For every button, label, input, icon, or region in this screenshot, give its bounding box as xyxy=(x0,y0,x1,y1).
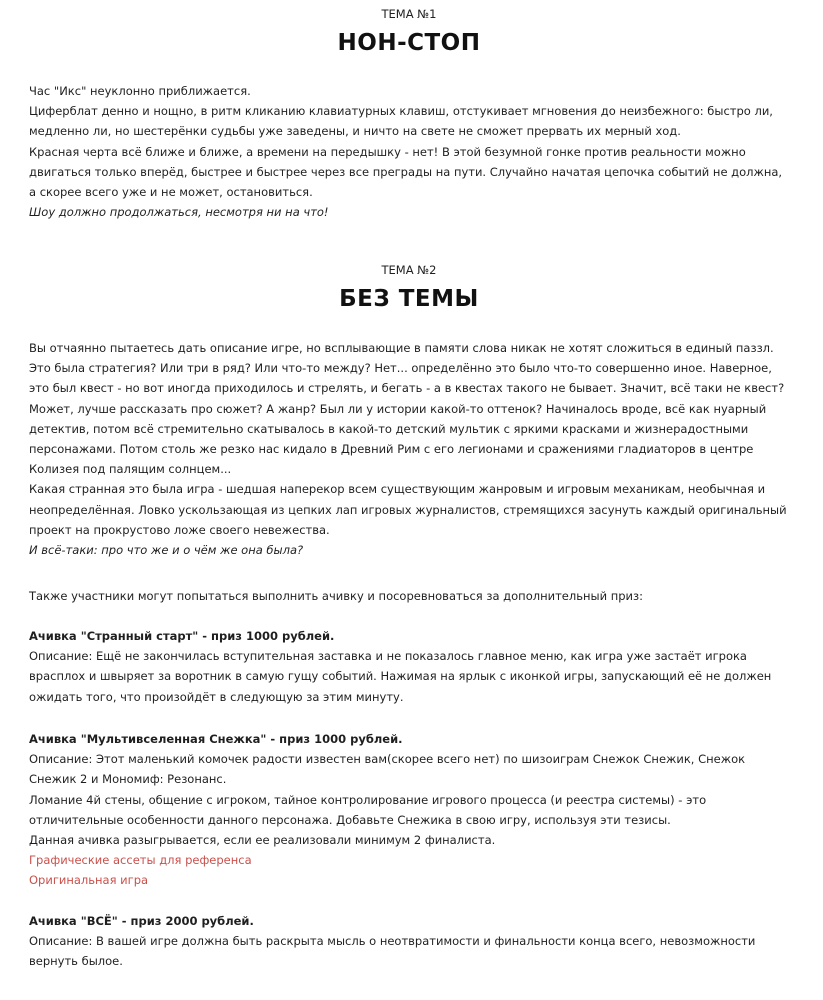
theme-1-title-wrap xyxy=(29,30,789,56)
achievement-snezhok-multiverse xyxy=(29,729,789,891)
theme-1-section xyxy=(29,7,789,21)
original-game-link[interactable]: Оригинальная игра xyxy=(29,873,149,888)
theme-2-label: ТЕМА №2 xyxy=(381,263,437,277)
theme-2-line: Может, лучше рассказать про сюжет? А жанр? Был ли у истории какой-то оттенок? Начиналось вроде, всё как нуарный детектив, потом всё стремительно скатывалось в какой-то детский мультик с яркими красками и жизнерадостными персонажами. Потом столь же резко нас кидало в Древний Рим с его легионами и сражениями гладиаторов в центре Колизея под палящим солнцем... xyxy=(29,401,767,477)
achievements-intro xyxy=(29,586,789,606)
achievement-description: Описание: Этот маленький комочек радости известен вам(скорее всего нет) по шизоиграм Снежок Снежик, Снежок Снежик 2 и Мономиф: Резонанс. xyxy=(29,752,746,787)
achievement-strange-start xyxy=(29,626,789,707)
achievement-title: Ачивка "Мультивселенная Снежка" - приз 1000 рублей. xyxy=(29,732,403,746)
theme-2-line: Какая странная это была игра - шедшая наперекор всем существующим жанровым и игровым механикам, необычная и неопределённая. Ловко ускользающая из цепких лап игровых журналистов, стремящихся засунуть каждый оригинальный проект на прокрустово ложе своего невежества. xyxy=(29,482,787,537)
theme-1-description xyxy=(29,81,789,222)
achievement-everything xyxy=(29,911,789,972)
achievement-title: Ачивка "ВСЁ" - приз 2000 рублей. xyxy=(29,914,254,928)
theme-1-tagline: Шоу должно продолжаться, несмотря ни на что! xyxy=(29,205,329,220)
theme-1-line: Час "Икс" неуклонно приближается. xyxy=(29,84,251,98)
theme-2-line: Вы отчаянно пытаетесь дать описание игре, но всплывающие в памяти слова никак не хотят сложиться в единый паззл. xyxy=(29,341,774,355)
theme-2-title: БЕЗ ТЕМЫ xyxy=(339,286,479,312)
achievement-description: Описание: В вашей игре должна быть раскрыта мысль о неотвратимости и финальности конца всего, невозможности вернуть былое. xyxy=(29,934,756,969)
theme-2-section xyxy=(29,263,789,277)
theme-2-tagline: И всё-таки: про что же и о чём же она была? xyxy=(29,543,304,558)
achievements-intro-text: Также участники могут попытаться выполнить ачивку и посоревноваться за дополнительный приз: xyxy=(29,589,643,603)
graphic-assets-link[interactable]: Графические ассеты для референса xyxy=(29,853,252,868)
theme-1-title: НОН-СТОП xyxy=(337,30,481,56)
achievement-description: Описание: Ещё не закончилась вступительная заставка и не показалось главное меню, как игра уже застаёт игрока врасплох и швыряет за воротник в самую гущу событий. Нажимая на ярлык с иконкой игры, запускающий её не должен ожидать того, что произойдёт в следующую за этим минуту. xyxy=(29,649,772,704)
theme-1-label: ТЕМА №1 xyxy=(381,7,437,21)
theme-1-line: Красная черта всё ближе и ближе, а времени на передышку - нет! В этой безумной гонке против реальности можно двигаться только вперёд, быстрее и быстрее через все преграды на пути. Случайно начатая цепочка событий не должна, а скорее всего уже и не может, остановиться. xyxy=(29,144,783,200)
achievement-condition: Данная ачивка разыгрывается, если ее реализовали минимум 2 финалиста. xyxy=(29,833,496,848)
theme-2-title-wrap xyxy=(29,286,789,312)
achievement-description: Ломание 4й стены, общение с игроком, тайное контролирование игрового процесса (и реестра системы) - это отличительные особенности данного персонажа. Добавьте Снежика в свою игру, используя эти тезисы. xyxy=(29,792,707,827)
theme-2-line: Это была стратегия? Или три в ряд? Или что-то между? Нет... определённо это было что-то совершенно иное. Наверное, это был квест - но вот иногда приходилось и стрелять, и бегать - а в квестах такого не бывает. Значит, всё таки не квест? xyxy=(29,361,785,396)
theme-1-line: Циферблат денно и нощно, в ритм кликанию клавиатурных клавиш, отстукивает мгновения до неизбежного: быстро ли, медленно ли, но шестерёнки судьбы уже заведены, и ничто на свете не сможет прервать их мерный ход. xyxy=(29,104,773,139)
theme-2-description xyxy=(29,338,789,560)
achievement-title: Ачивка "Странный старт" - приз 1000 рублей. xyxy=(29,629,335,643)
